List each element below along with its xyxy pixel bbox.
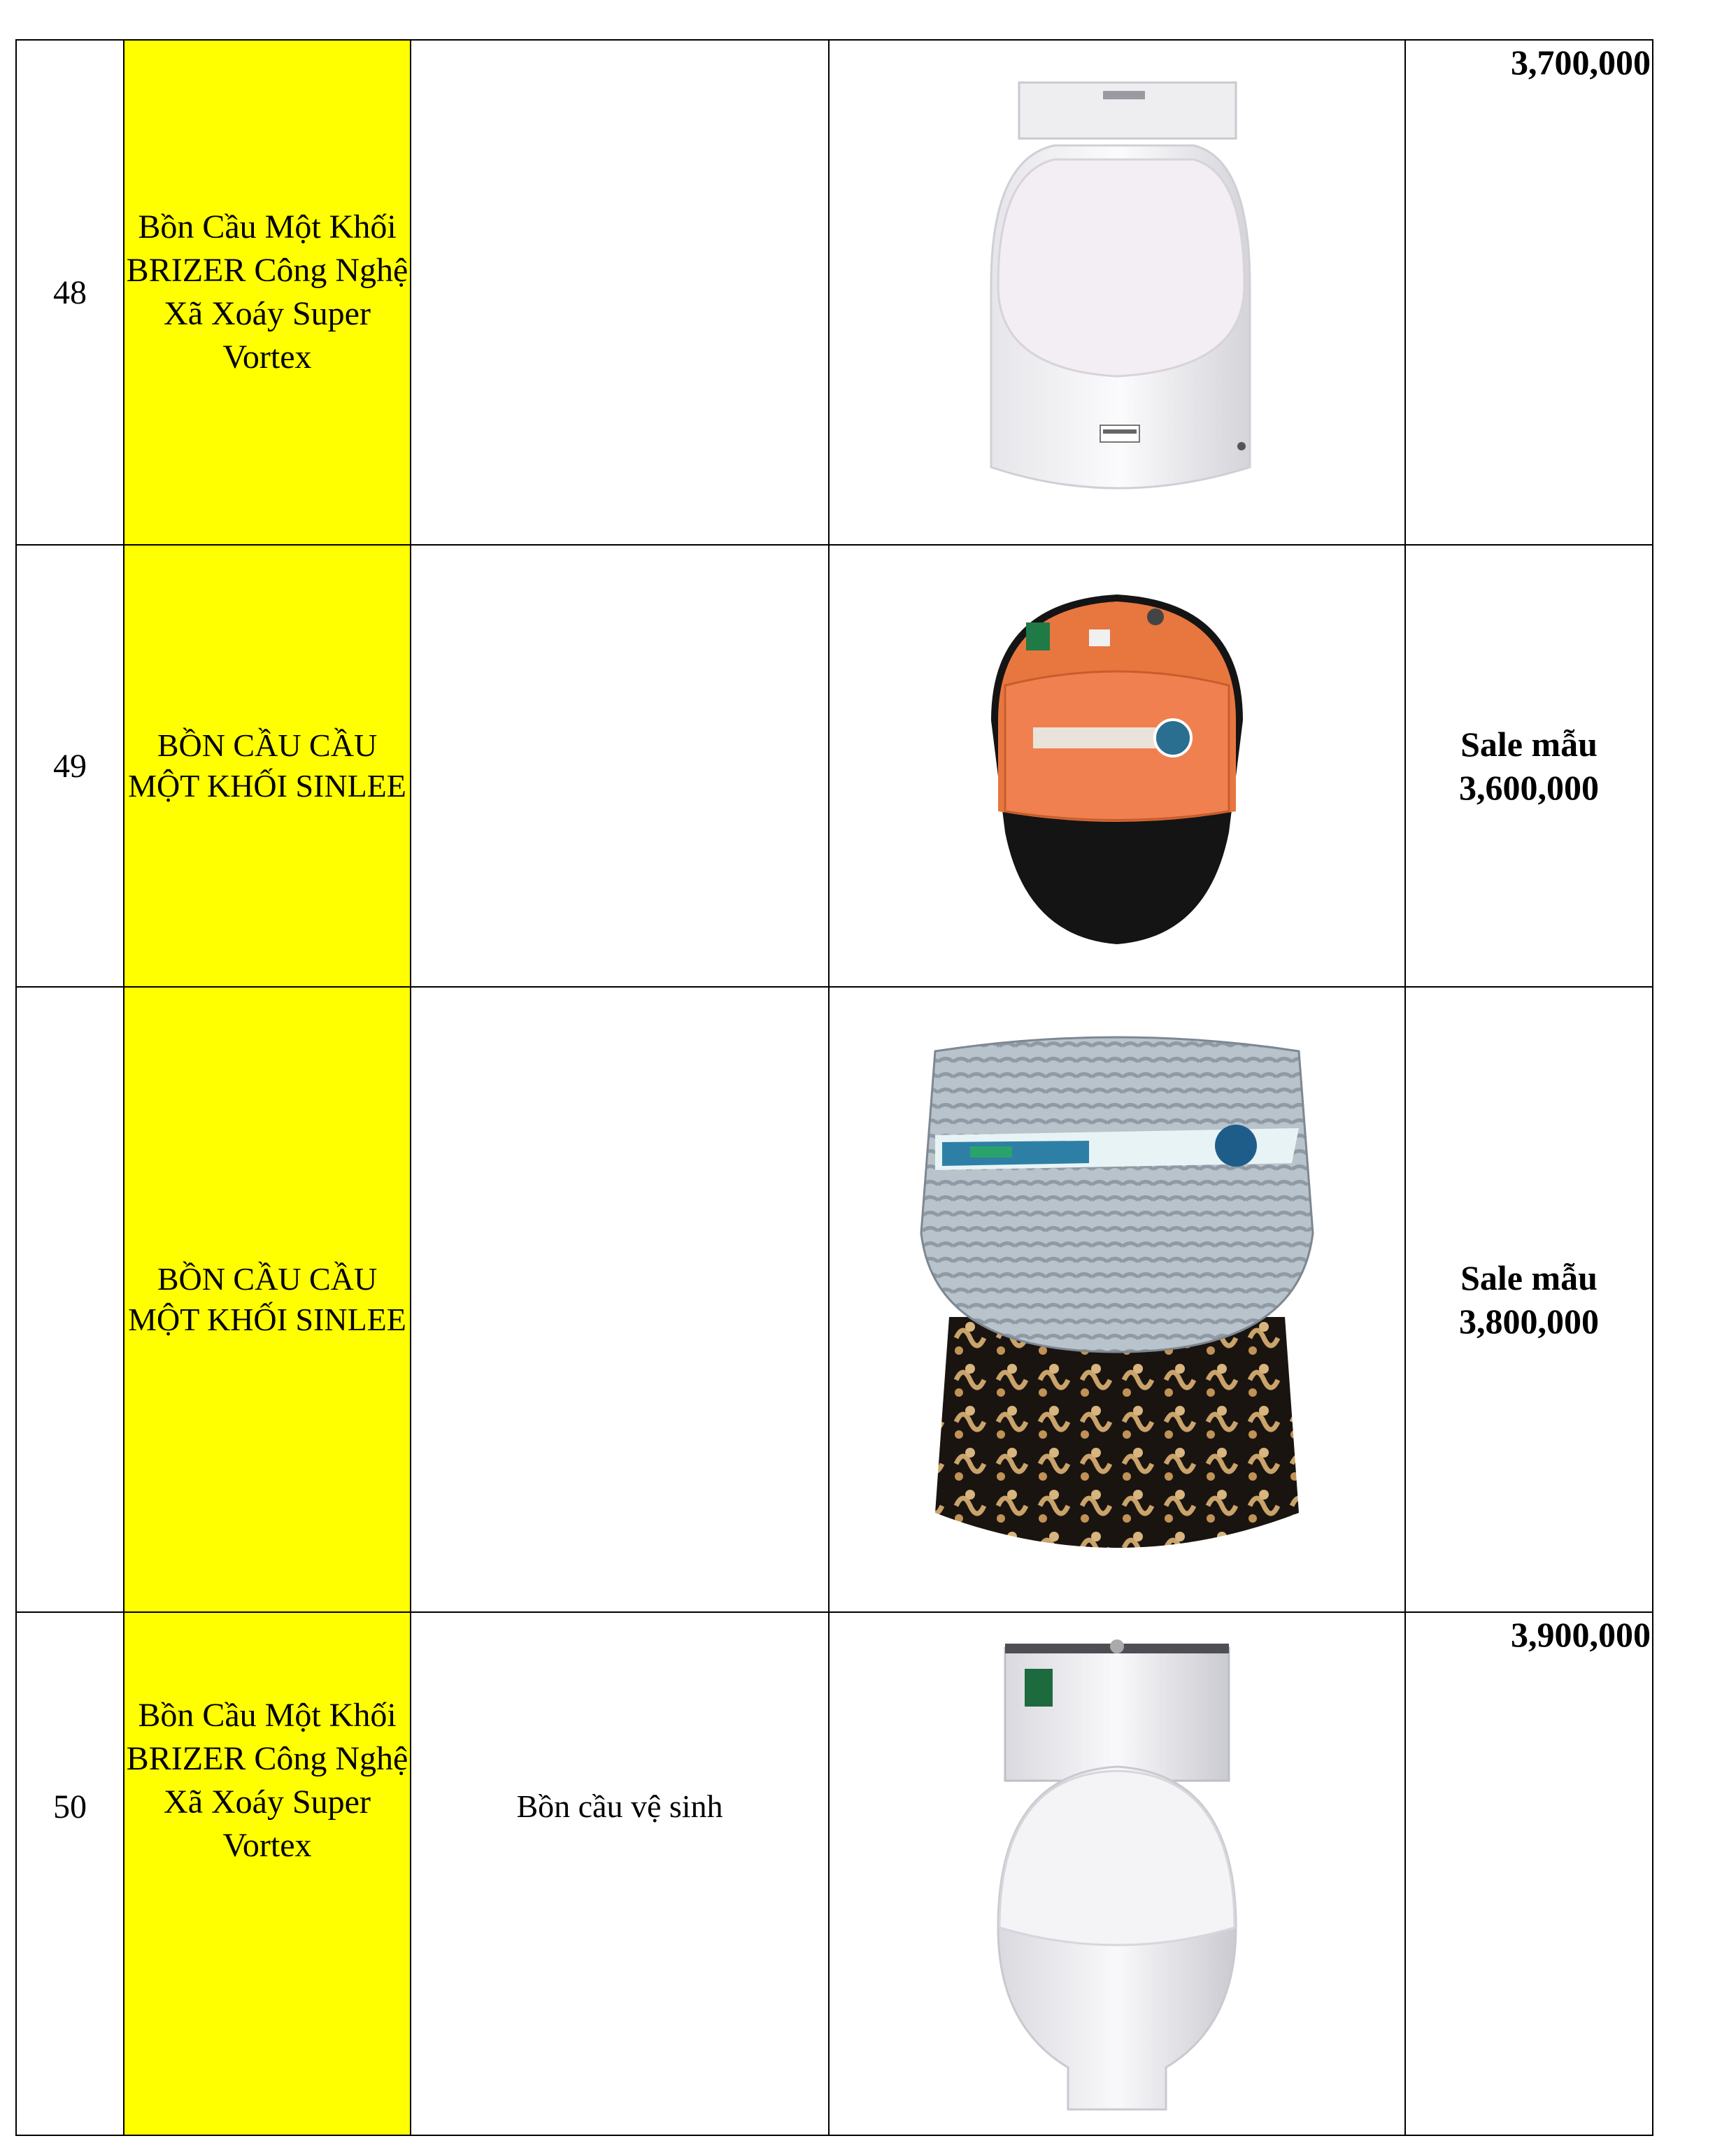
price-value: 3,600,000	[1459, 768, 1599, 807]
price-cell	[1405, 1612, 1653, 2135]
table-row	[16, 987, 1653, 1612]
product-description	[411, 987, 829, 1612]
product-description	[411, 40, 829, 545]
table-row	[16, 1612, 1653, 2135]
price-label: Sale mẫu	[1460, 1258, 1598, 1297]
table-row	[16, 545, 1653, 987]
product-image-cell	[829, 987, 1405, 1612]
price-value: 3,800,000	[1459, 1302, 1599, 1341]
price-label: Sale mẫu	[1460, 725, 1598, 764]
product-table	[15, 39, 1653, 2136]
product-image-cell	[829, 1612, 1405, 2135]
price-cell	[1405, 40, 1653, 545]
row-number: 48	[16, 40, 124, 545]
product-image-cell	[829, 545, 1405, 987]
price-value: 3,900,000	[1511, 1615, 1651, 1654]
price-value: 3,700,000	[1511, 43, 1651, 82]
row-number: 49	[16, 545, 124, 987]
product-name: Bồn Cầu Một Khối BRIZER Công Nghệ Xã Xoáy Super Vortex	[124, 40, 411, 545]
price-cell	[1405, 987, 1653, 1612]
white-toilet-brizer-icon	[970, 76, 1264, 509]
product-description	[411, 545, 829, 987]
white-toilet-with-tank-icon	[984, 1634, 1250, 2116]
row-number	[16, 987, 124, 1612]
product-name: BỒN CẦU CẦU MỘT KHỐI SINLEE	[124, 987, 411, 1612]
gold-black-patterned-toilet-icon	[907, 1023, 1327, 1576]
table-row	[16, 40, 1653, 545]
product-name: BỒN CẦU CẦU MỘT KHỐI SINLEE	[124, 545, 411, 987]
product-description: Bồn cầu vệ sinh	[411, 1612, 829, 2135]
product-image-cell	[829, 40, 1405, 545]
orange-black-toilet-icon	[984, 581, 1250, 951]
product-name: Bồn Cầu Một Khối BRIZER Công Nghệ Xã Xoáy Super Vortex	[124, 1612, 411, 2135]
price-cell	[1405, 545, 1653, 987]
row-number: 50	[16, 1612, 124, 2135]
